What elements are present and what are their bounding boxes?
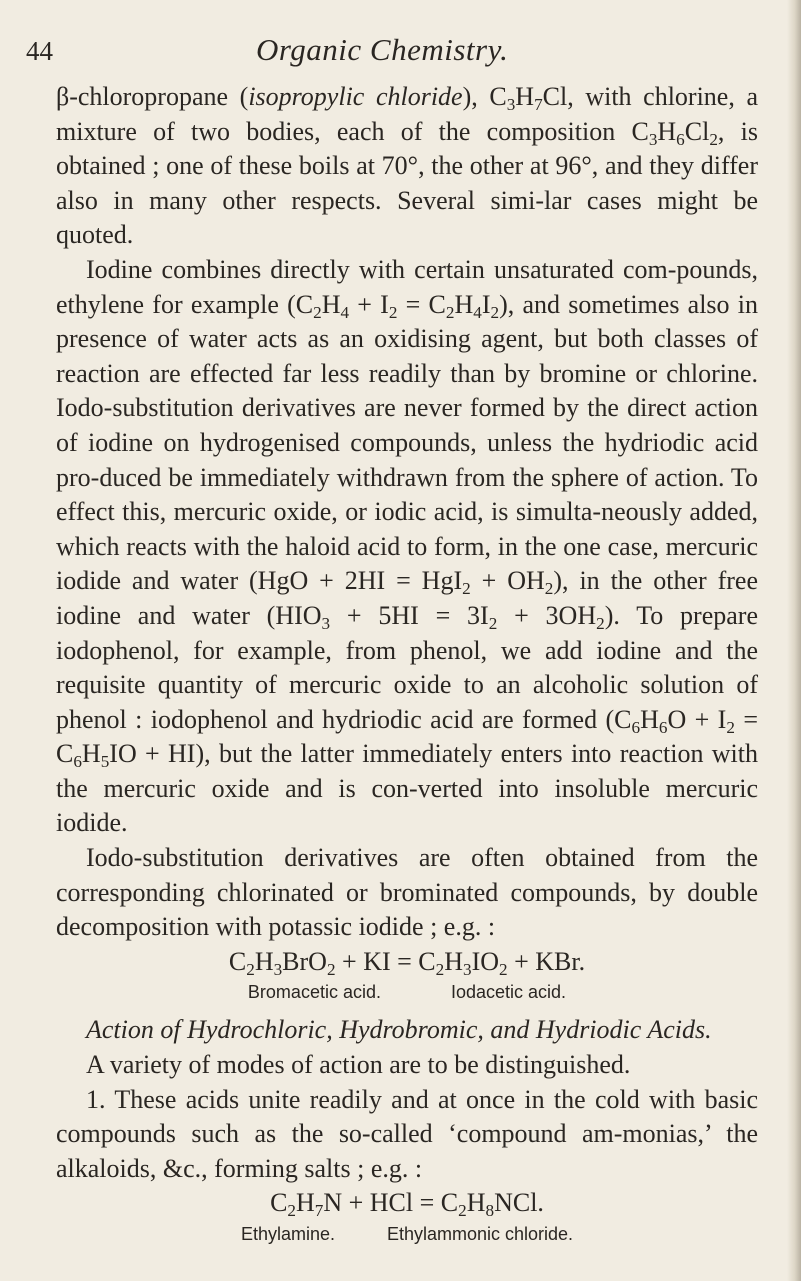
equation-ethylamine: $C_2H_7N$ + HCl = $C_2H_8NCl$.	[270, 1188, 544, 1221]
page-header	[26, 28, 758, 72]
equation-labels	[56, 979, 758, 1005]
running-title: Organic Chemistry.	[256, 32, 509, 67]
page-edge	[787, 0, 801, 1281]
equation2-labels	[56, 1221, 758, 1247]
paragraph-modes: A variety of modes of action are to be distinguished.	[86, 1050, 631, 1080]
paragraph-point-1: 1. These acids unite readily and at once in the cold with basic compounds such as the so-called ‘compound am-monias,’ the alkaloids, &c., forming salts ; e.g. :	[56, 1084, 758, 1183]
section-heading: Action of Hydrochloric, Hydrobromic, and Hydriodic Acids.	[86, 1015, 712, 1045]
equation-bromacetic: $C_2H_3BrO_2$ + KI = $C_2H_3IO_2$ + KBr.	[228, 946, 586, 979]
paragraph-chloropropane: β-chloropropane (isopropylic chloride), $C_3H_7Cl$, with chlorine, a mixture of two bodies, each of the composition $C_3H_6Cl_2$, is obtained ; one of these boils at 70°, the other at 96°, and they differ also in many other respects. Several simi-lar cases might be quoted.	[56, 82, 758, 250]
label-ethylamine: Ethylamine.	[240, 1224, 335, 1244]
page-number: 44	[26, 36, 53, 66]
label-iodacetic: Iodacetic acid.	[450, 982, 567, 1003]
paragraph-iodo-substitution: Iodo-substitution derivatives are often obtained from the corresponding chlorinated or brominated compounds, by double decomposition with potassic iodide ; e.g. :	[56, 843, 758, 942]
label-ethylammonic-chloride: Ethylammonic chloride.	[386, 1224, 574, 1244]
paragraph-iodine: Iodine combines directly with certain unsaturated com-pounds, ethylene for example $(C_2H_4 + I_2 = C_2H_4I_2)$, and sometimes also in presence of water acts as an oxidising agent, but both classes of reaction are effected far less readily than by bromine or chlorine. Iodo-substitution derivatives are never formed by the direct action of iodine on hydrogenised compounds, unless the hydriodic acid pro-duced be immediately withdrawn from the sphere of action. To effect this, mercuric oxide, or iodic acid, is simulta-neously added, which reacts with the haloid acid to form, in the one case, mercuric iodide and water $(HgO + 2HI = HgI_2 + OH_2)$, in the other free iodine and water $(HIO_3 + 5HI = 3I_2 + 3OH_2)$. To prepare iodophenol, for example, from phenol, we add iodine and the requisite quantity of mercuric oxide to an alcoholic solution of phenol : iodophenol and hydriodic acid are formed $(C_6H_6O + I_2 = C_6H_5IO + HI)$, but the latter immediately enters into reaction with the mercuric oxide and is con-verted into insoluble mercuric iodide.	[56, 254, 759, 838]
body-text	[56, 80, 758, 1247]
label-bromacetic: Bromacetic acid.	[247, 982, 381, 1003]
